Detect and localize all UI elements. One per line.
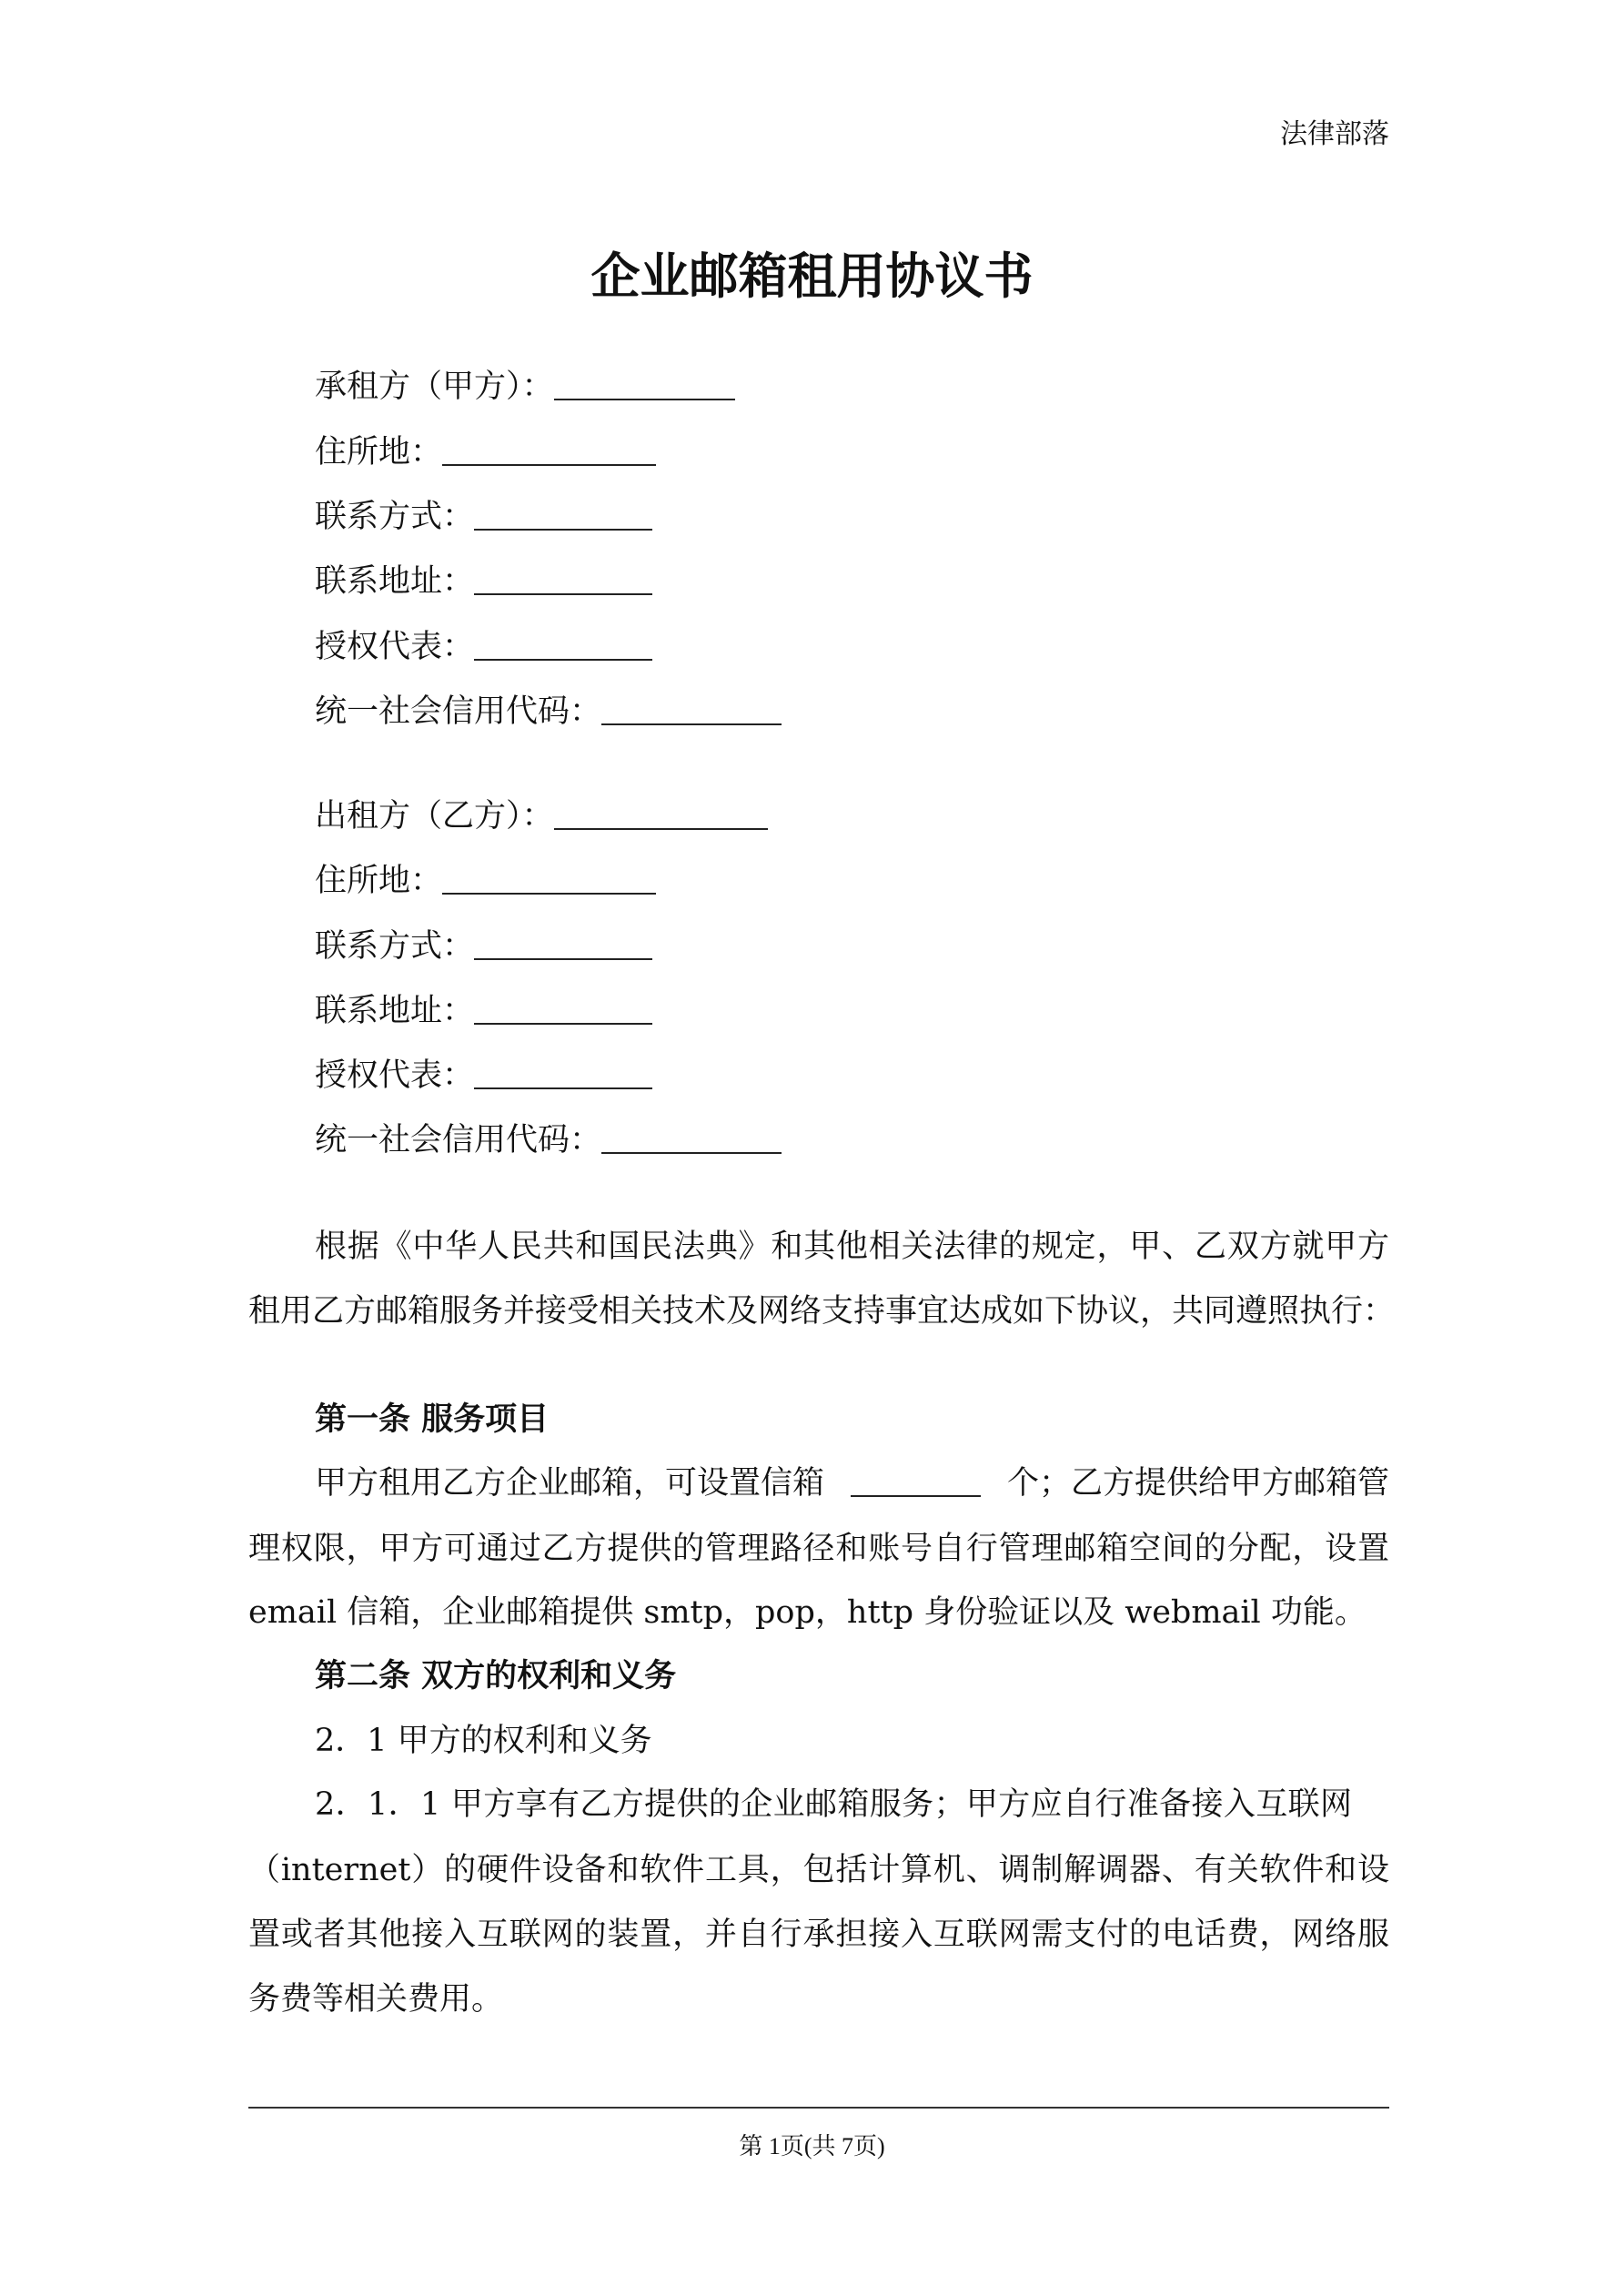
article-2-line: 2．1．1 甲方享有乙方提供的企业邮箱服务；甲方应自行准备接入互联网 (315, 1786, 1352, 1823)
party-a-credit-code-row (315, 689, 782, 734)
party-a-contact-blank[interactable] (474, 494, 652, 531)
party-b-name-blank[interactable] (554, 794, 768, 830)
label: 住所地： (315, 434, 443, 470)
label: 授权代表： (315, 629, 475, 665)
article-2-heading: 第二条 双方的权利和义务 (315, 1657, 677, 1694)
mailbox-count-blank[interactable] (851, 1461, 981, 1497)
label: 统一社会信用代码： (315, 693, 602, 730)
document-title: 企业邮箱租用协议书 (590, 247, 1034, 305)
party-b-representative-row (315, 1053, 652, 1098)
party-a-address-row (315, 430, 656, 475)
article-2-line: （internet）的硬件设备和软件工具，包括计算机、调制解调器、有关软件和设 (248, 1852, 1389, 1888)
article-2-subheading: 2．1 甲方的权利和义务 (315, 1723, 652, 1759)
party-a-contact-address-blank[interactable] (474, 559, 652, 595)
preamble-line: 租用乙方邮箱服务并接受相关技术及网络支持事宜达成如下协议，共同遵照执行： (248, 1293, 1396, 1330)
article-1-line-1 (315, 1461, 1389, 1506)
text: 甲方租用乙方企业邮箱，可设置信箱 (315, 1465, 825, 1502)
article-1-line-2: 理权限，甲方可通过乙方提供的管理路径和账号自行管理邮箱空间的分配，设置 (248, 1531, 1389, 1567)
label: 联系地址： (315, 563, 475, 600)
page-number: 第 1页(共 7页) (739, 2133, 885, 2159)
article-2-line: 置或者其他接入互联网的装置，并自行承担接入互联网需支付的电话费，网络服 (248, 1917, 1389, 1953)
label: 联系方式： (315, 928, 475, 965)
party-b-name-row (315, 794, 768, 839)
preamble-line: 根据《中华人民共和国民法典》和其他相关法律的规定，甲、乙双方就甲方 (315, 1229, 1389, 1265)
party-b-representative-blank[interactable] (474, 1053, 652, 1089)
party-a-address-blank[interactable] (442, 430, 656, 466)
party-a-representative-blank[interactable] (474, 624, 652, 661)
party-a-contact-address-row (315, 559, 652, 604)
party-b-address-blank[interactable] (442, 858, 656, 895)
label: 授权代表： (315, 1057, 475, 1094)
article-1-heading: 第一条 服务项目 (315, 1401, 550, 1438)
label: 联系地址： (315, 993, 475, 1029)
footer-divider (248, 2107, 1389, 2109)
party-a-credit-code-blank[interactable] (601, 689, 782, 725)
article-1-line-3: email 信箱，企业邮箱提供 smtp，pop，http 身份验证以及 webmail 功能。 (248, 1594, 1367, 1631)
article-2-line: 务费等相关费用。 (248, 1981, 504, 2018)
party-a-name-row (315, 364, 735, 410)
party-b-contact-row (315, 924, 652, 969)
header-brand: 法律部落 (1280, 118, 1389, 150)
party-b-contact-address-row (315, 988, 652, 1034)
party-b-address-row (315, 858, 656, 904)
label: 出租方（乙方）： (315, 798, 554, 834)
party-b-credit-code-blank[interactable] (601, 1118, 782, 1154)
party-b-contact-address-blank[interactable] (474, 988, 652, 1025)
label: 承租方（甲方）： (315, 369, 554, 405)
label: 统一社会信用代码： (315, 1122, 602, 1158)
label: 联系方式： (315, 499, 475, 535)
party-a-name-blank[interactable] (554, 364, 735, 400)
party-b-contact-blank[interactable] (474, 924, 652, 960)
text: 个；乙方提供给甲方邮箱管 (1006, 1465, 1389, 1502)
party-a-contact-row (315, 494, 652, 540)
party-a-representative-row (315, 624, 652, 670)
party-b-credit-code-row (315, 1118, 782, 1163)
label: 住所地： (315, 863, 443, 899)
